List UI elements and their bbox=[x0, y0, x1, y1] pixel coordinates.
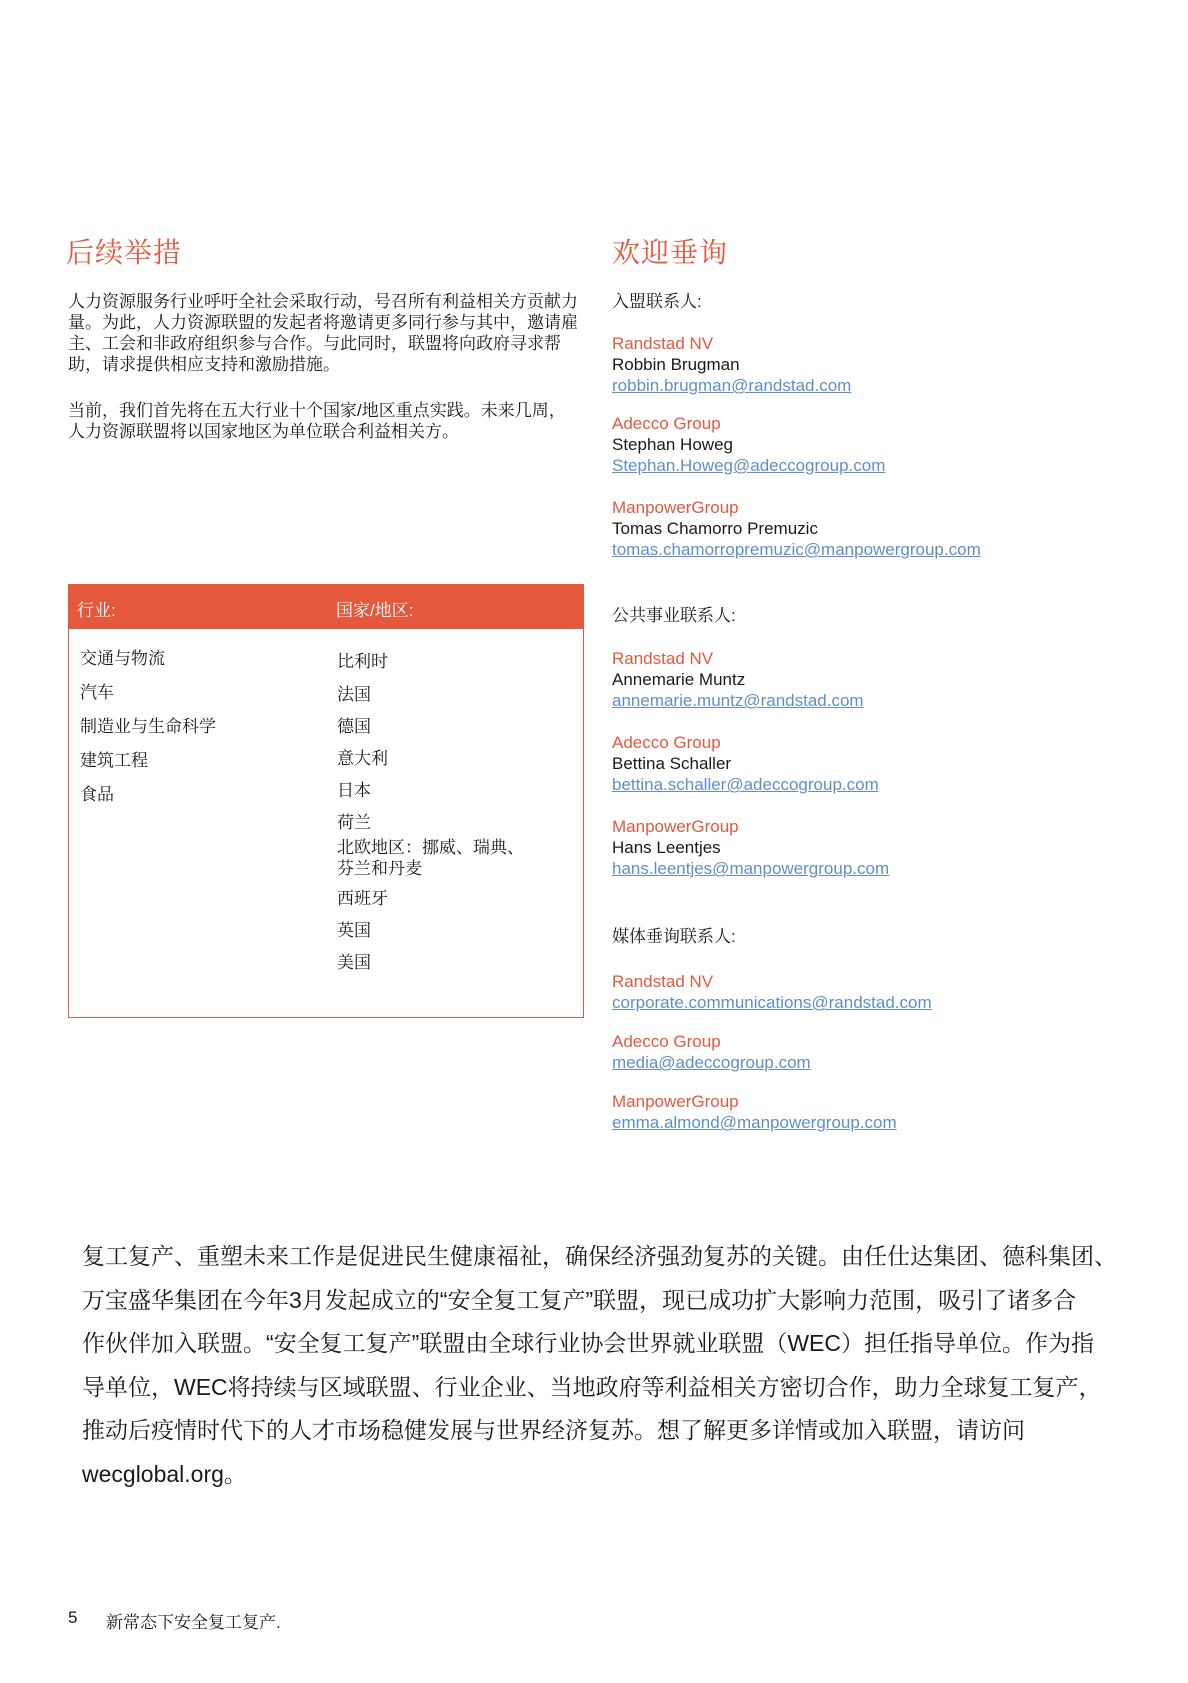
industry-column-header: 行业: bbox=[77, 601, 116, 620]
public-contact-manpower bbox=[612, 816, 1112, 880]
contact-org: Adecco Group bbox=[612, 414, 721, 433]
membership-contact-manpower bbox=[612, 497, 1112, 561]
country-item: 英国 bbox=[337, 921, 371, 940]
contact-name: Bettina Schaller bbox=[612, 754, 732, 773]
table-header bbox=[69, 585, 583, 629]
country-item: 西班牙 bbox=[337, 889, 388, 908]
next-steps-heading: 后续举措 bbox=[66, 237, 183, 268]
membership-contact-adecco bbox=[612, 413, 1112, 477]
country-item: 意大利 bbox=[337, 749, 388, 768]
contact-name: Tomas Chamorro Premuzic bbox=[612, 519, 818, 538]
country-item: 北欧地区：挪威、瑞典、芬兰和丹麦 bbox=[337, 838, 524, 878]
contact-email-link[interactable]: Stephan.Howeg@adeccogroup.com bbox=[612, 456, 886, 475]
country-column-header: 国家/地区: bbox=[336, 601, 414, 620]
media-contact-manpower bbox=[612, 1091, 1112, 1134]
contact-name: Robbin Brugman bbox=[612, 355, 740, 374]
contact-name: Stephan Howeg bbox=[612, 435, 733, 454]
contact-email-link[interactable]: corporate.communications@randstad.com bbox=[612, 993, 932, 1012]
public-contact-adecco bbox=[612, 732, 1112, 796]
media-contacts-label: 媒体垂询联系人: bbox=[612, 927, 736, 946]
contact-org: Adecco Group bbox=[612, 733, 721, 752]
contact-org: Randstad NV bbox=[612, 972, 714, 991]
page-number: 5 bbox=[68, 1608, 78, 1627]
summary-line: wecglobal.org。 bbox=[82, 1460, 247, 1487]
contact-name: Annemarie Muntz bbox=[612, 670, 746, 689]
industry-item: 建筑工程 bbox=[80, 751, 148, 770]
next-steps-paragraph-2: 当前，我们首先将在五大行业十个国家/地区重点实践。未来几周，人力资源联盟将以国家地区为单位联合利益相关方。 bbox=[68, 401, 566, 441]
membership-contact-randstad bbox=[612, 333, 1112, 397]
public-contact-randstad bbox=[612, 648, 1112, 712]
contact-email-link[interactable]: annemarie.muntz@randstad.com bbox=[612, 691, 864, 710]
contact-heading: 欢迎垂询 bbox=[612, 237, 729, 268]
industry-item: 制造业与生命科学 bbox=[80, 717, 216, 736]
country-item: 法国 bbox=[337, 685, 371, 704]
contact-name: Hans Leentjes bbox=[612, 838, 721, 857]
industry-item: 食品 bbox=[80, 785, 114, 804]
industry-country-table bbox=[68, 584, 584, 1018]
contact-org: Adecco Group bbox=[612, 1032, 721, 1051]
summary-paragraph bbox=[82, 1235, 1122, 1496]
country-item: 日本 bbox=[337, 781, 371, 800]
contact-email-link[interactable]: hans.leentjes@manpowergroup.com bbox=[612, 859, 890, 878]
contact-org: ManpowerGroup bbox=[612, 817, 739, 836]
next-steps-paragraph-1: 人力资源服务行业呼吁全社会采取行动，号召所有利益相关方贡献力量。为此，人力资源联盟的发起者将邀请更多同行参与其中，邀请雇主、工会和非政府组织参与合作。与此同时，联盟将向政府寻求帮助，请求提供相应支持和激励措施。 bbox=[68, 292, 578, 374]
summary-line: 作伙伴加入联盟。“安全复工复产”联盟由全球行业协会世界就业联盟（WEC）担任指导单位。作为指 bbox=[82, 1330, 1094, 1356]
media-contact-adecco bbox=[612, 1031, 1112, 1074]
summary-line: 导单位，WEC将持续与区域联盟、行业企业、当地政府等利益相关方密切合作，助力全球复工复产， bbox=[82, 1373, 1102, 1400]
contact-org: Randstad NV bbox=[612, 334, 714, 353]
contact-org: Randstad NV bbox=[612, 649, 714, 668]
media-contact-randstad bbox=[612, 971, 1112, 1014]
country-item: 荷兰 bbox=[337, 813, 371, 832]
footer-title: 新常态下安全复工复产. bbox=[106, 1613, 281, 1632]
contact-email-link[interactable]: emma.almond@manpowergroup.com bbox=[612, 1113, 897, 1132]
contact-org: ManpowerGroup bbox=[612, 498, 739, 517]
contact-org: ManpowerGroup bbox=[612, 1092, 739, 1111]
contact-email-link[interactable]: media@adeccogroup.com bbox=[612, 1053, 811, 1072]
contact-email-link[interactable]: tomas.chamorropremuzic@manpowergroup.com bbox=[612, 540, 981, 559]
industry-item: 汽车 bbox=[80, 683, 114, 702]
country-item: 德国 bbox=[337, 717, 371, 736]
contact-email-link[interactable]: robbin.brugman@randstad.com bbox=[612, 376, 852, 395]
public-affairs-contacts-label: 公共事业联系人: bbox=[612, 606, 736, 625]
country-item: 美国 bbox=[337, 953, 371, 972]
country-item: 比利时 bbox=[337, 652, 388, 671]
industry-item: 交通与物流 bbox=[80, 649, 165, 668]
summary-line: 万宝盛华集团在今年3月发起成立的“安全复工复产”联盟，现已成功扩大影响力范围，吸引了诸多合 bbox=[82, 1286, 1077, 1313]
summary-line: 推动后疫情时代下的人才市场稳健发展与世界经济复苏。想了解更多详情或加入联盟，请访问 bbox=[82, 1417, 1025, 1443]
membership-contacts-label: 入盟联系人: bbox=[612, 292, 702, 311]
contact-email-link[interactable]: bettina.schaller@adeccogroup.com bbox=[612, 775, 879, 794]
summary-line: 复工复产、重塑未来工作是促进民生健康福祉，确保经济强劲复苏的关键。由任仕达集团、德科集团、 bbox=[82, 1243, 1117, 1269]
